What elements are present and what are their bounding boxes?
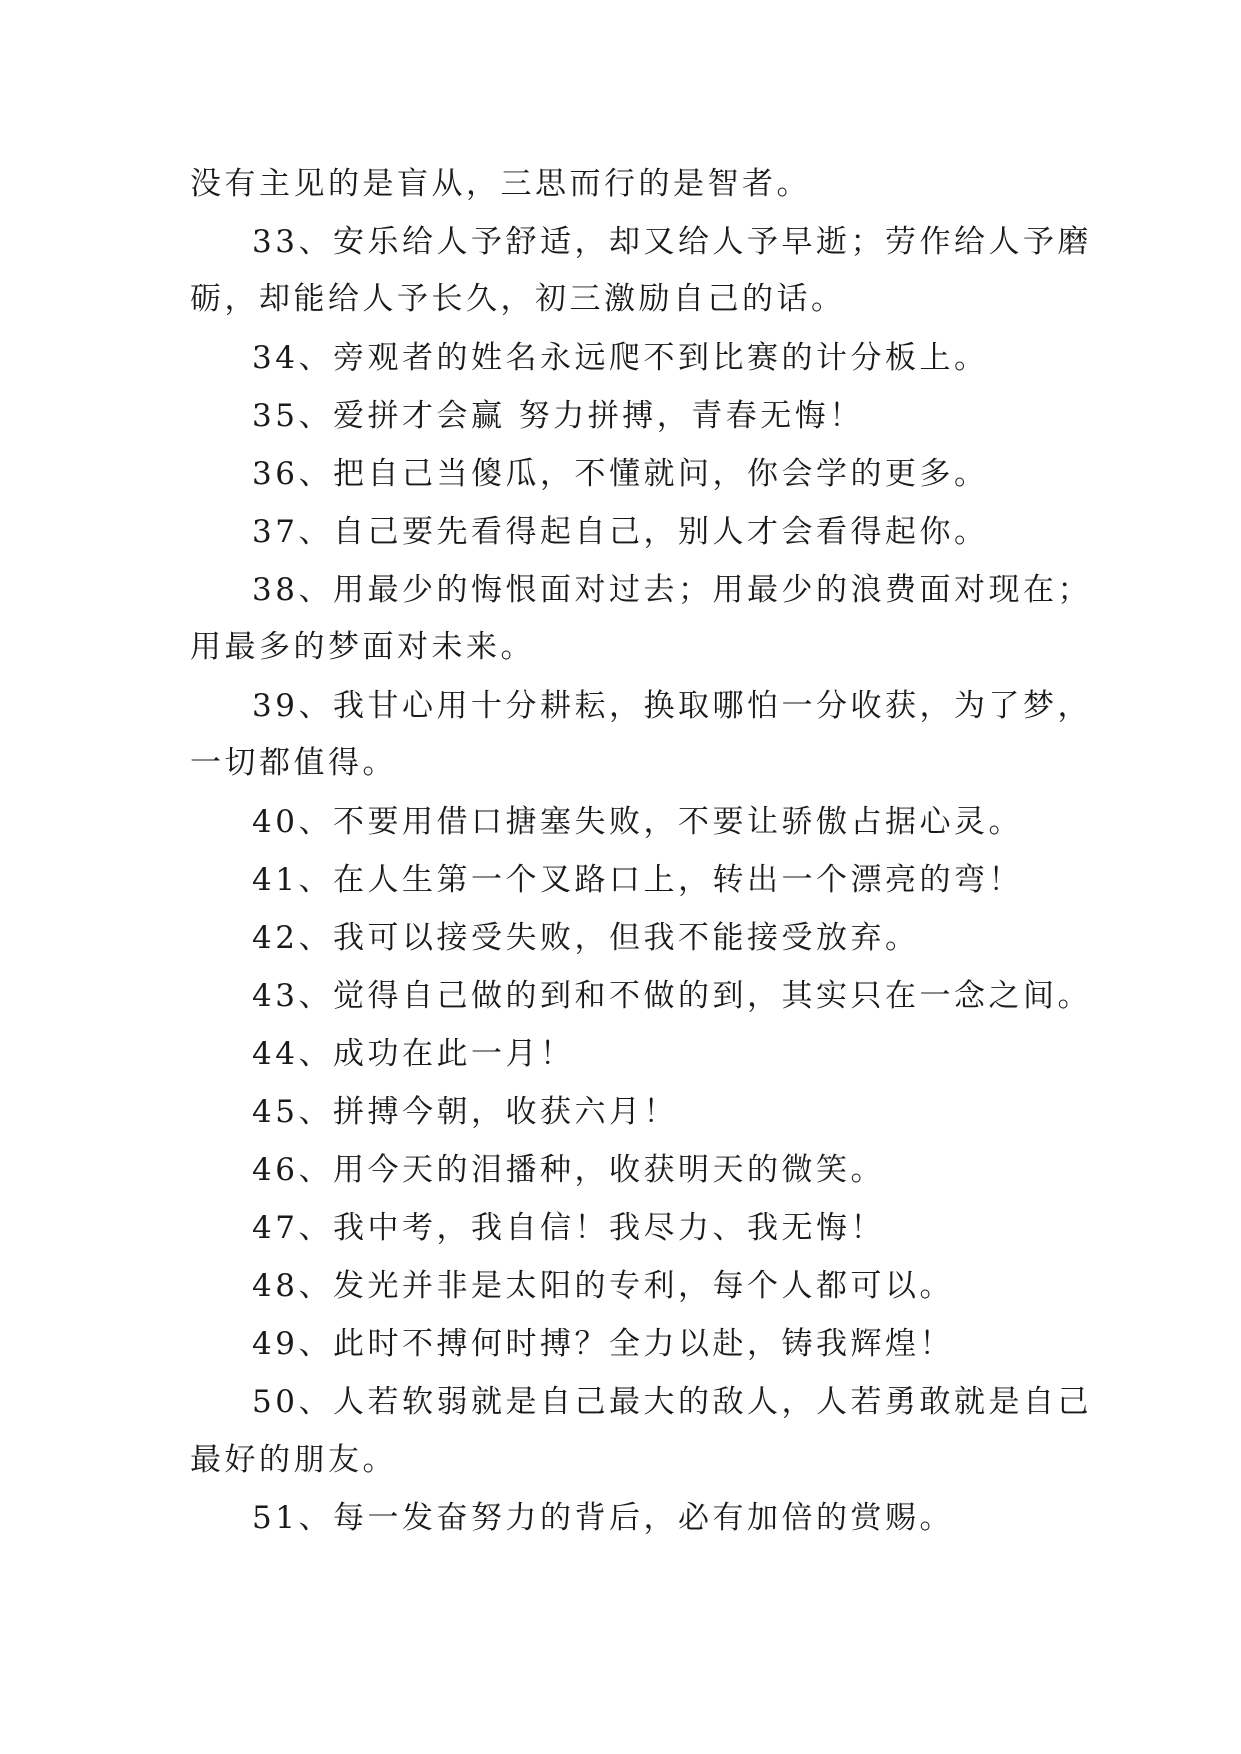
quote-37: 37、自己要先看得起自己，别人才会看得起你。: [252, 514, 989, 550]
quote-51: 51、每一发奋努力的背后，必有加倍的赏赐。: [252, 1500, 954, 1536]
quote-45: 45、拼搏今朝，收获六月！: [252, 1094, 678, 1130]
quote-41: 41、在人生第一个叉路口上，转出一个漂亮的弯！: [252, 862, 1023, 898]
quote-50-line-2: 最好的朋友。: [190, 1442, 397, 1478]
quote-36: 36、把自己当傻瓜，不懂就问，你会学的更多。: [252, 456, 989, 492]
quote-43: 43、觉得自己做的到和不做的到，其实只在一念之间。: [252, 978, 1092, 1014]
quote-33-line-1: 33、安乐给人予舒适，却又给人予早逝；劳作给人予磨: [252, 224, 1092, 260]
quote-46: 46、用今天的泪播种，收获明天的微笑。: [252, 1152, 885, 1188]
quote-40: 40、不要用借口搪塞失败，不要让骄傲占据心灵。: [252, 804, 1023, 840]
quote-42: 42、我可以接受失败，但我不能接受放弃。: [252, 920, 920, 956]
quote-50-line-1: 50、人若软弱就是自己最大的敌人，人若勇敢就是自己: [252, 1384, 1092, 1420]
quote-44: 44、成功在此一月！: [252, 1036, 575, 1072]
quote-38-line-2: 用最多的梦面对未来。: [190, 629, 535, 665]
quote-49: 49、此时不搏何时搏？全力以赴，铸我辉煌！: [252, 1326, 954, 1362]
text-line: 没有主见的是盲从，三思而行的是智者。: [190, 166, 811, 202]
quote-34: 34、旁观者的姓名永远爬不到比赛的计分板上。: [252, 340, 989, 376]
quote-47: 47、我中考，我自信！我尽力、我无悔！: [252, 1210, 885, 1246]
quote-38-line-1: 38、用最少的悔恨面对过去；用最少的浪费面对现在；: [252, 572, 1092, 608]
quote-35: 35、爱拼才会赢 努力拼搏，青春无悔！: [252, 398, 864, 434]
quote-39-line-2: 一切都值得。: [190, 745, 397, 781]
quote-48: 48、发光并非是太阳的专利，每个人都可以。: [252, 1268, 954, 1304]
quote-39-line-1: 39、我甘心用十分耕耘，换取哪怕一分收获，为了梦，: [252, 688, 1092, 724]
quote-33-line-2: 砺，却能给人予长久，初三激励自己的话。: [190, 281, 846, 317]
